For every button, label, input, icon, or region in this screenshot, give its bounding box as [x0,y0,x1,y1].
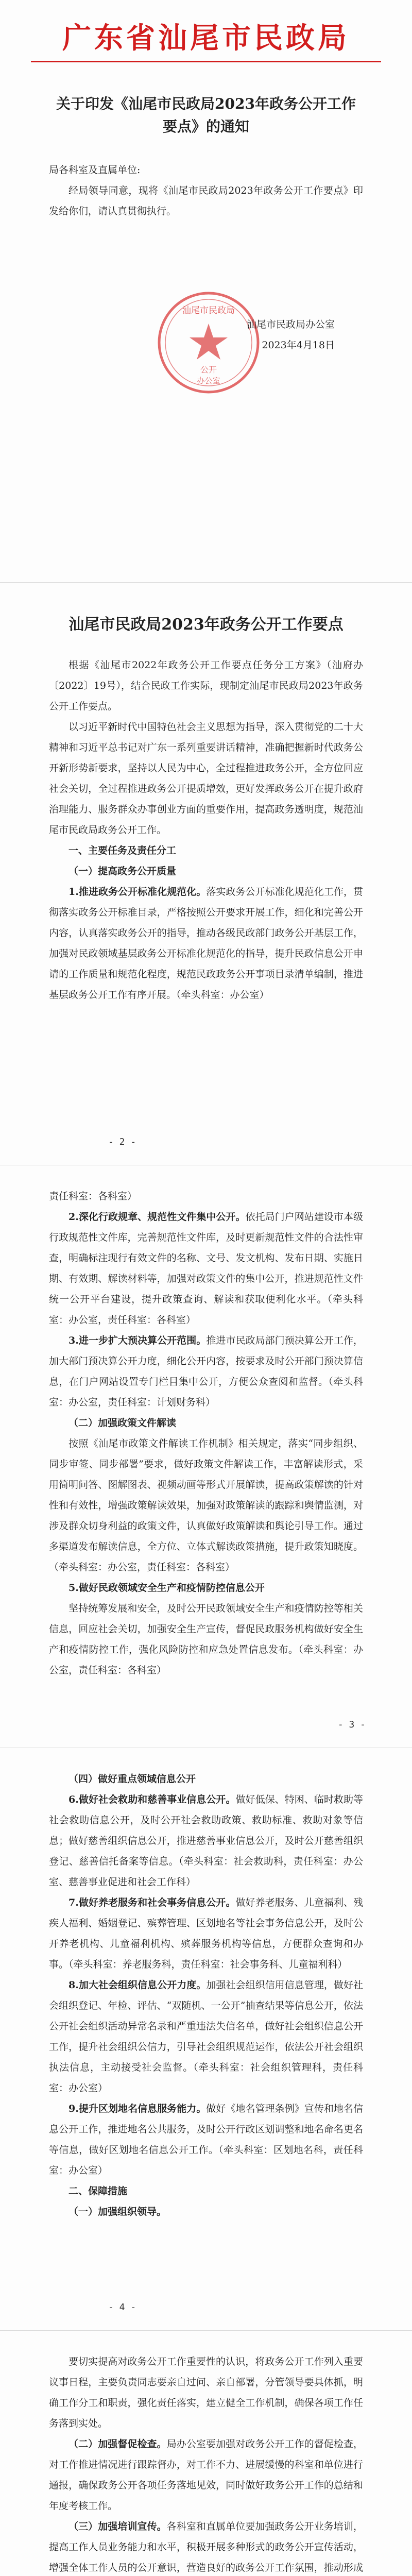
page-number: - 3 - [337,1719,366,1730]
item-text: 落实政务公开标准化规范化工作，贯彻落实政务公开标准目录，严格按照公开要求开展工作，细化和完善公开内容，认真落实政务公开的指导，推动各级民政部门政务公开基层工作，加强对民政领域基层政务公开标准化规范化的指导，提升民政信息公开申请的工作质量和规范化程度，规范民政政务公开事项目录清单编制，推进基层政务公开工作有序开展。（牵头科室：办公室） [49,886,363,1001]
page-number: - 2 - [108,1137,136,1147]
item-paragraph [49,2434,363,2516]
page-number: - 4 - [108,2302,136,2313]
item-text: 局办公室要加强对政务公开工作的督促检查，对工作推进情况进行跟踪督办，对工作不力、进展缓慢的科室和单位进行通报，确保政务公开各项任务落地见效，同时做好政务公开工作的总结和年度考核工作。 [49,2438,363,2512]
item-paragraph: 坚持统筹发展和安全，及时公开民政领域安全生产和疫情防控等相关信息，回应社会关切，加强安全生产宣传，督促民政服务机构做好安全生产和疫情防控工作，强化风险防控和应急处置信息发布。（牵头科室：办公室，责任科室：各科室） [49,1603,363,1676]
signature-block [247,314,335,355]
sub-heading: （二）加强政策文件解读 [68,1417,177,1429]
item-heading: 5.做好民政领域安全生产和疫情防控信息公开 [68,1582,265,1594]
notice-paragraph: 经局领导同意，现将《汕尾市民政局2023年政务公开工作要点》印发给你们，请认真贯彻执行。 [49,185,363,217]
item-paragraph [49,882,363,1005]
item-lead: （一）加强组织领导。 [68,2206,167,2217]
item-text: 依托局门户网站建设市本级行政规范性文件库，完善规范性文件库，及时更新规范性文件的合法性审查，明确标注现行有效文件的名称、文号、发文机构、发布日期、实施日期、有效期、解读材料等，加强对政策文件的集中公开，推进规范性文件统一公开平台建设，提升政策查询、解读和获取便利化水平。（牵头科室：办公室，责任科室：各科室） [49,1211,363,1326]
notice-body [49,160,363,222]
page-5-text [49,2351,363,2576]
item-paragraph [49,1975,363,2098]
page-3-text [49,1186,363,1681]
sign-org: 汕尾市民政局办公室 [246,319,335,330]
sub-heading: （四）做好重点领域信息公开 [68,1773,196,1785]
seal-text-mid: 公开 [200,365,217,375]
item-resp: 责任科室：各科室） [49,1191,138,1202]
item-paragraph [49,1789,363,1892]
item-text: 推进市民政局部门预决算公开工作，加大部门预决算公开力度，细化公开内容，按要求及时公开部门预决算信息，在门户网站设置专门栏目集中公开，方便公众查阅和监督。（牵头科室：办公室，责任科室：计划财务科） [49,1335,363,1408]
item-paragraph [49,1330,363,1413]
item-lead: （二）加强督促检查。 [68,2438,167,2450]
item-text: 做好低保、特困、临时救助等社会救助信息公开，及时公开社会救助政策、救助标准、救助对象等信息；做好慈善组织信息公开，推进慈善事业信息公开，及时公开慈善组织登记、慈善信托备案等信息。（牵头科室：社会救助科，责任科室：办公室、慈善事业促进和社会工作科） [49,1794,363,1888]
intro-paragraph: 以习近平新时代中国特色社会主义思想为指导，深入贯彻党的二十大精神和习近平总书记对广东一系列重要讲话精神，准确把握新时代政务公开新形势新要求，坚持以人民为中心，全过程推进政务公开，全方位回应社会关切，全过程推进政务公开提质增效，更好发挥政务公开在提升政府治理能力、服务群众办事创业方面的重要作用，提高政务透明度，规范汕尾市民政局政务公开工作。 [49,721,363,836]
addressee: 局各科室及直属单位: [49,164,141,176]
seal-text-top: 汕尾市民政局 [182,306,235,316]
red-divider-line [31,61,381,62]
item-lead: 2.深化行政规章、规范性文件集中公开。 [68,1211,246,1223]
notice-title: 关于印发《汕尾市民政局2023年政务公开工作要点》的通知 [56,95,356,135]
page-4-text [49,1769,363,2222]
page-4 [0,1748,412,2331]
item-lead: 8.加大社会组织信息公开力度。 [68,1979,207,1991]
item-text: 加强社会组织信用信息管理，做好社会组织登记、年检、评估、“双随机、一公开”抽查结果等信息公开，依法公开社会组织活动异常名录和严重违法失信名单，做好社会组织信息公开工作，提升社会组织公信力，引导社会组织规范运作，依法公开社会组织执法信息，主动接受社会监督。（牵头科室：社会组织管理科，责任科室：办公室） [49,1979,363,2094]
item-text: 做好《地名管理条例》宣传和地名信息公开工作，推进地名公共服务，及时公开行政区划调整和地名命名更名等信息，做好区划地名信息公开工作。（牵头科室：区划地名科，责任科室：办公室） [49,2103,363,2176]
page-2 [0,583,412,1165]
page-5 [0,2331,412,2576]
sign-date: 2023年4月18日 [262,340,335,351]
item-paragraph [49,1892,363,1975]
agency-header: 广东省汕尾市民政局 [62,21,350,55]
item-paragraph [49,2201,363,2222]
item-lead: 9.提升区划地名信息服务能力。 [68,2103,207,2114]
section-heading: 一、主要任务及责任分工 [68,845,177,856]
item-lead: 6.做好社会救助和慈善事业信息公开。 [68,1794,236,1805]
page-2-text [49,655,363,1005]
section-heading: 二、保障措施 [68,2185,128,2197]
item-paragraph: 要切实提高对政务公开工作重要性的认识，将政务公开工作列入重要议事日程，主要负责同志要亲自过问、亲自部署，分管领导要具体抓，明确工作分工和职责，强化责任落实，建立健全工作机制，确保各项工作任务落到实处。 [49,2356,363,2429]
seal-text-bottom: 办公室 [197,376,220,385]
item-text: 各科室和直属单位要加强政务公开业务培训，提高工作人员业务能力和水平，积极开展多种形式的政务公开宣传活动，增强全体工作人员的公开意识，营造良好的政务公开工作氛围，推动形成 [49,2521,363,2573]
item-lead: 1.推进政务公开标准化规范化。 [68,886,207,897]
item-paragraph [49,2516,363,2576]
item-paragraph [49,2098,363,2181]
sub-heading: （一）提高政务公开质量 [68,866,177,877]
work-points-title: 汕尾市民政局2023年政务公开工作要点 [68,616,344,634]
item-text: 做好养老服务、儿童福利、残疾人福利、婚姻登记、殡葬管理、区划地名等社会事务信息公开，及时公开养老机构、儿童福利机构、殡葬服务机构等信息，方便群众查询和办事。（牵头科室：养老服务科，责任科室：社会事务科、儿童福利科） [49,1897,363,1970]
page-3 [0,1165,412,1748]
item-lead: 7.做好养老服务和社会事务信息公开。 [68,1897,236,1908]
item-paragraph: 按照《汕尾市政策文件解读工作机制》相关规定，落实“同步组织、同步审签、同步部署”要求，做好政策文件解读工作，丰富解读形式，采用简明问答、图解图表、视频动画等形式开展解读，提高政策解读的针对性和有效性，增强政策解读效果，加强对政策解读的跟踪和舆情监测，对涉及群众切身利益的政策文件，认真做好政策解读和舆论引导工作。通过多渠道发布解读信息，全方位、立体式解读政策措施，提升政策知晓度。（牵头科室：办公室，责任科室：各科室） [49,1438,363,1573]
item-paragraph [49,1207,363,1330]
item-lead: 3.进一步扩大预决算公开范围。 [68,1335,207,1346]
intro-paragraph: 根据《汕尾市2022年政务公开工作要点任务分工方案》（汕府办〔2022〕19号），结合民政工作实际，现制定汕尾市民政局2023年政务公开工作要点。 [49,659,363,712]
page-1 [0,0,412,583]
item-lead: （三）加强培训宣传。 [68,2521,167,2532]
